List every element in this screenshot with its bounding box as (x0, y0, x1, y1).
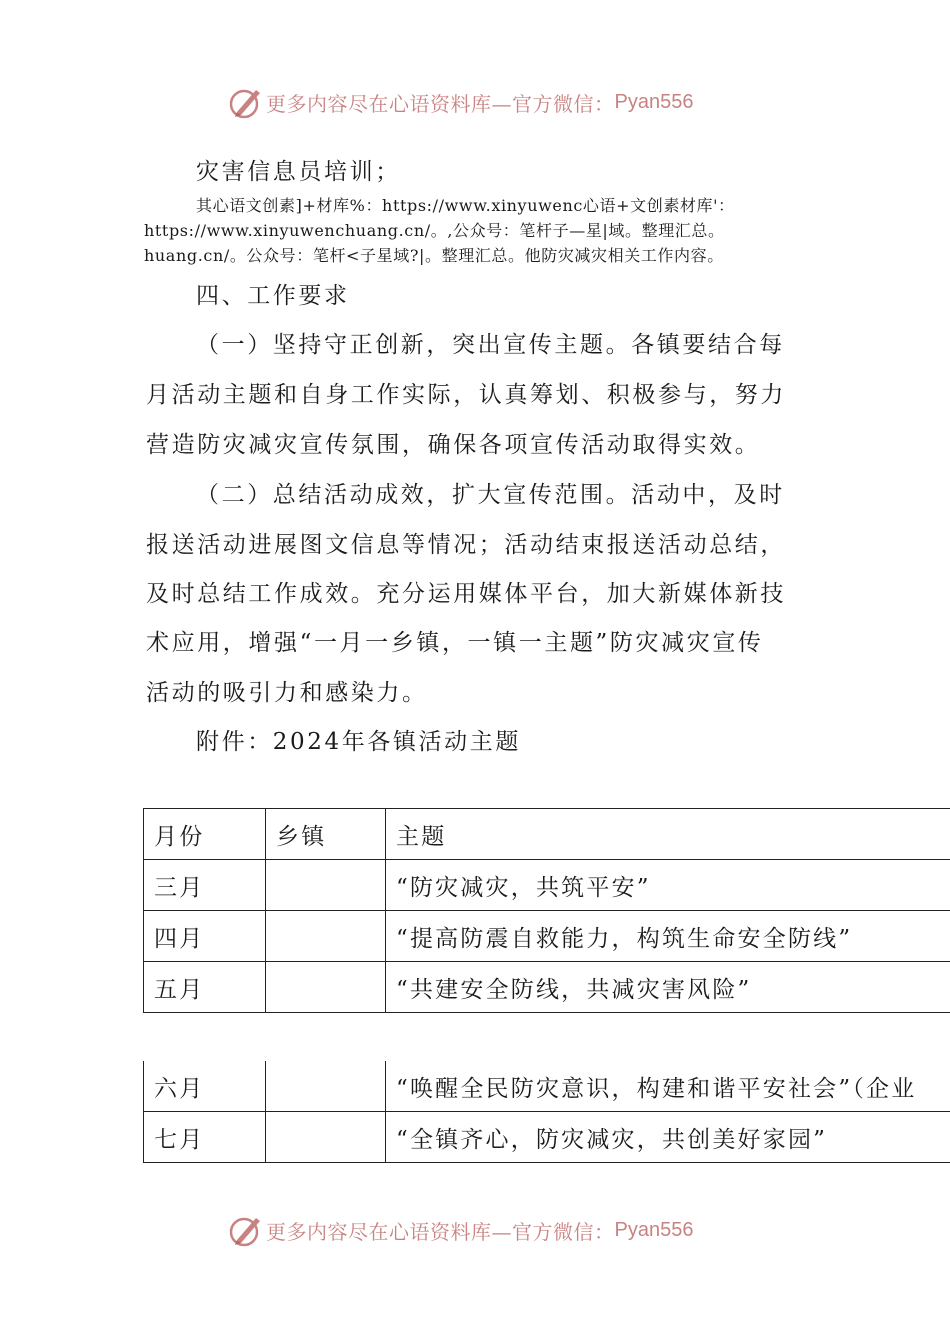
cell-town (266, 911, 386, 962)
watermark-text-en: Pyan556 (614, 1218, 694, 1241)
cell-town (266, 962, 386, 1013)
paragraph-2-line-3: 及时总结工作成效。充分运用媒体平台，加大新媒体新技 (146, 581, 786, 607)
table-row (144, 1061, 950, 1112)
noise-line-3: huang.cn/。公众号：笔杆<子星域?|。整理汇总。他防灾减灾相关工作内容。 (144, 246, 724, 265)
noise-line-1: 其心语文创素]+材库%：https://www.xinyuwenc心语+文创素材库'： (196, 196, 735, 215)
watermark-bottom (228, 1210, 693, 1250)
watermark-text-cn: 更多内容尽在心语资料库—官方微信： (266, 91, 615, 116)
header-theme: 主题 (386, 809, 950, 860)
cell-month: 四月 (144, 911, 266, 962)
section-heading: 四、工作要求 (196, 283, 350, 309)
paragraph-1-line-1: （一）坚持守正创新，突出宣传主题。各镇要结合每 (196, 332, 785, 358)
paragraph-2-line-1: （二）总结活动成效，扩大宣传范围。活动中，及时 (196, 482, 785, 508)
pen-logo-icon (228, 1212, 264, 1248)
cell-town (266, 1112, 386, 1163)
cell-town (266, 1061, 386, 1112)
watermark-text-en: Pyan556 (614, 90, 694, 113)
themes-table-part-1 (143, 808, 950, 1013)
paragraph-1-line-3: 营造防灾减灾宣传氛围，确保各项宣传活动取得实效。 (146, 432, 761, 458)
cell-month: 五月 (144, 962, 266, 1013)
table-row (144, 911, 950, 962)
table-row (144, 1112, 950, 1163)
cell-theme: “共建安全防线，共减灾害风险” (386, 962, 950, 1013)
header-month: 月份 (144, 809, 266, 860)
cell-theme: “全镇齐心，防灾减灾，共创美好家园” (386, 1112, 950, 1163)
table-row (144, 860, 950, 911)
header-town: 乡镇 (266, 809, 386, 860)
paragraph-2-line-5: 活动的吸引力和感染力。 (146, 680, 428, 706)
paragraph-2-line-2: 报送活动进展图文信息等情况；活动结束报送活动总结， (146, 532, 786, 558)
paragraph-1-line-2: 月活动主题和自身工作实际，认真筹划、积极参与，努力 (146, 382, 786, 408)
cell-theme: “唤醒全民防灾意识，构建和谐平安社会”（企业 (386, 1061, 950, 1112)
pen-logo-icon (228, 84, 264, 120)
watermark-text-cn: 更多内容尽在心语资料库—官方微信： (266, 1219, 615, 1244)
cell-month: 三月 (144, 860, 266, 911)
cell-theme: “提高防震自救能力，构筑生命安全防线” (386, 911, 950, 962)
cell-month: 七月 (144, 1112, 266, 1163)
training-line: 灾害信息员培训； (196, 159, 401, 185)
noise-line-2: https://www.xinyuwenchuang.cn/。,公众号：笔杆子—星|域。整理汇总。 (144, 221, 725, 240)
table-row (144, 962, 950, 1013)
themes-table-part-2 (143, 1061, 950, 1163)
paragraph-2-line-4: 术应用，增强“一月一乡镇，一镇一主题”防灾减灾宣传 (146, 630, 764, 656)
cell-theme: “防灾减灾，共筑平安” (386, 860, 950, 911)
attachment-title: 附件：2024年各镇活动主题 (196, 729, 521, 755)
watermark-top (228, 82, 693, 122)
cell-town (266, 860, 386, 911)
table-header-row (144, 809, 950, 860)
cell-month: 六月 (144, 1061, 266, 1112)
